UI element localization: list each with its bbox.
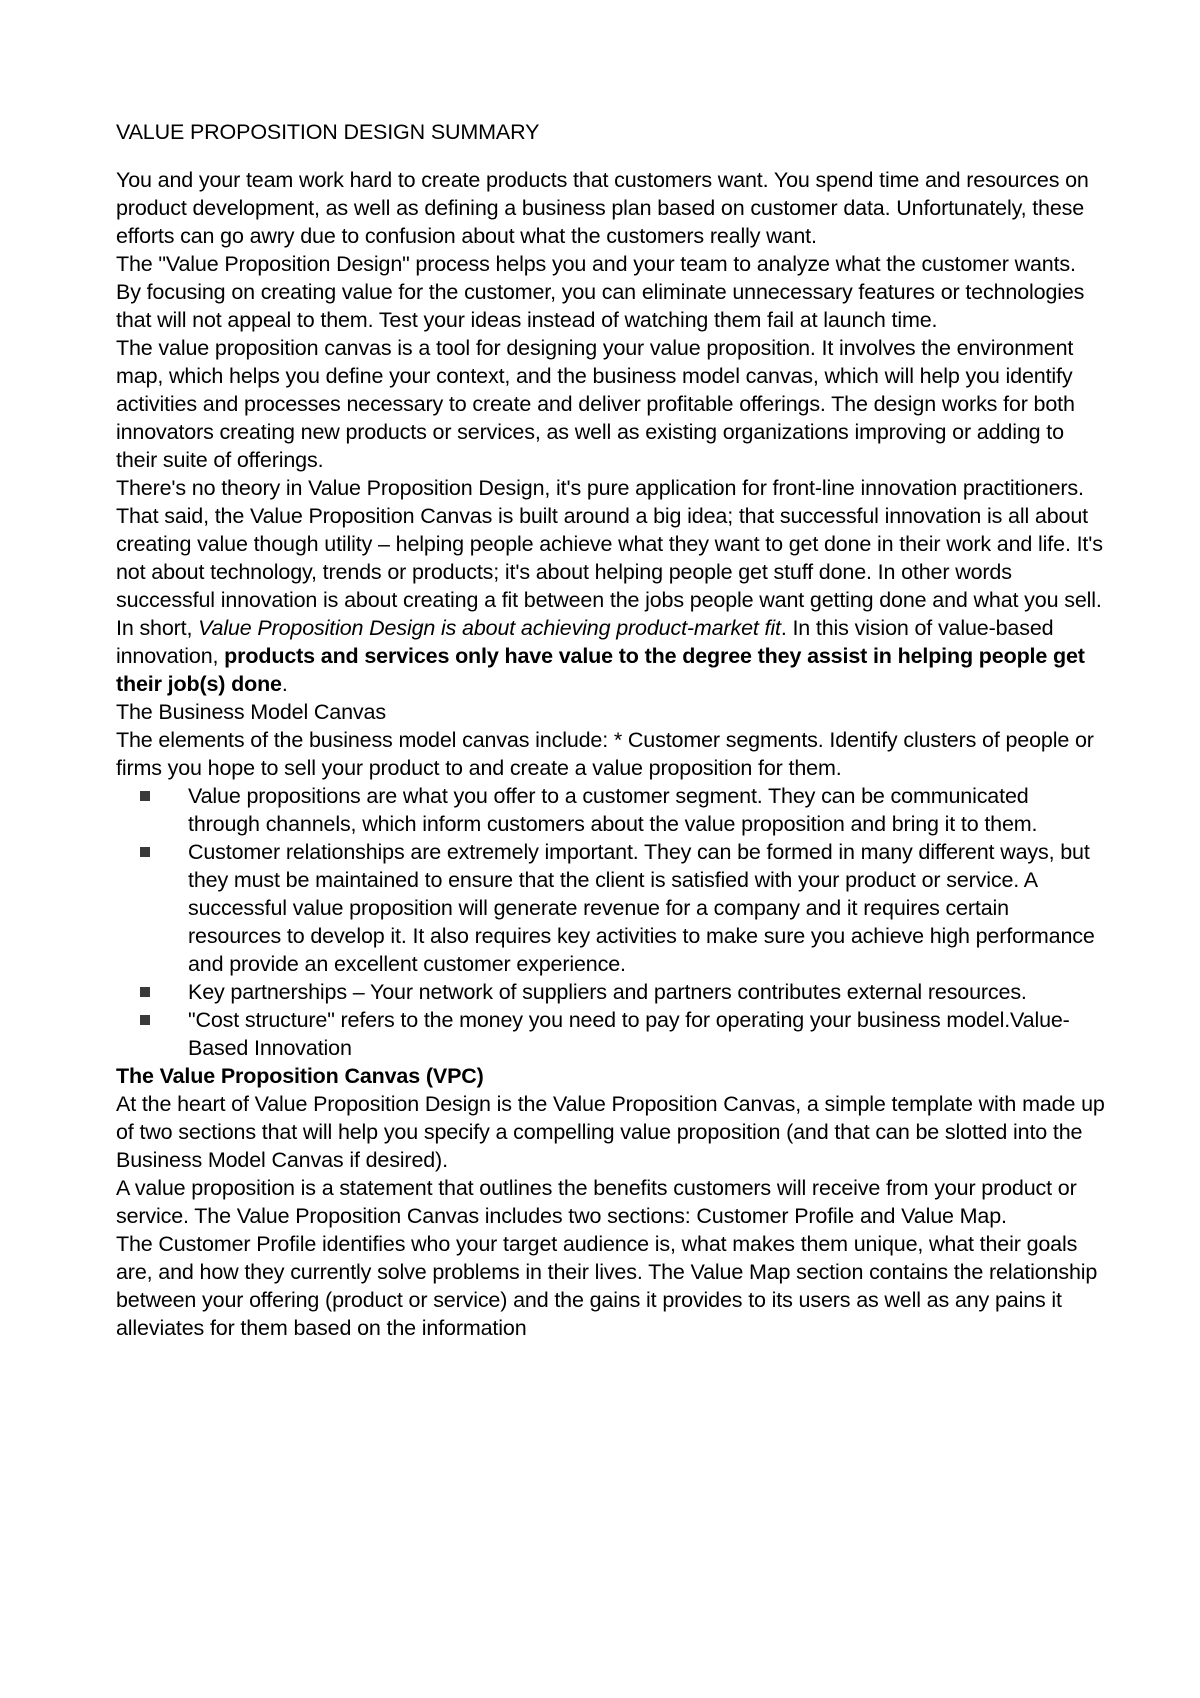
list-item <box>116 782 1106 838</box>
theory-end-text: . <box>281 672 288 696</box>
bmc-heading: The Business Model Canvas <box>116 700 386 724</box>
theory-paragraph <box>116 474 1106 698</box>
vpd-process-paragraph: The "Value Proposition Design" process helps you and your team to analyze what the customer wants. By focusing on creating value for the customer, you can eliminate unnecessary features or technologies that will not appeal to them. Test your ideas instead of watching them fail at launch time. <box>116 252 1085 332</box>
canvas-tool-paragraph: The value proposition canvas is a tool for designing your value proposition. It involves the environment map, which helps you define your context, and the business model canvas, which will help you identify activities and processes necessary to create and deliver profitable offerings. The design works for both innovators creating new products or services, as well as existing organizations improving or adding to their suite of offerings. <box>116 336 1075 472</box>
list-item-text: Customer relationships are extremely important. They can be formed in many different ways, but they must be maintained to ensure that the client is satisfied with your product or service. A successful value proposition will generate revenue for a company and it requires certain resources to develop it. It also requires key activities to make sure you achieve high performance and provide an excellent customer experience. <box>188 840 1095 976</box>
list-item <box>116 978 1106 1006</box>
vpc-paragraph-2: A value proposition is a statement that outlines the benefits customers will receive from your product or service. The Value Proposition Canvas includes two sections: Customer Profile and Value Map. <box>116 1176 1077 1228</box>
document-page <box>116 118 1106 1342</box>
square-bullet-icon <box>140 847 150 857</box>
list-item <box>116 1006 1106 1062</box>
theory-middle-text: . In this vision of value-based innovation, <box>116 616 1054 668</box>
vpc-paragraph-3: The Customer Profile identifies who your target audience is, what makes them unique, what their goals are, and how they currently solve problems in their lives. The Value Map section contains the relationship between your offering (product or service) and the gains it provides to its users as well as any pains it alleviates for them based on the information <box>116 1232 1098 1340</box>
intro-paragraph: You and your team work hard to create products that customers want. You spend time and resources on product development, as well as defining a business plan based on customer data. Unfortunately, these efforts can go awry due to confusion about what the customers really want. <box>116 168 1089 248</box>
bmc-intro-paragraph: The elements of the business model canvas include: * Customer segments. Identify clusters of people or firms you hope to sell your product to and create a value proposition for them. <box>116 728 1094 780</box>
vpc-heading: The Value Proposition Canvas (VPC) <box>116 1064 484 1088</box>
document-title: VALUE PROPOSITION DESIGN SUMMARY <box>116 120 540 144</box>
square-bullet-icon <box>140 987 150 997</box>
square-bullet-icon <box>140 791 150 801</box>
theory-intro-text: There's no theory in Value Proposition Design, it's pure application for front-line innovation practitioners. That said, the Value Proposition Canvas is built around a big idea; that successful innovation is all about creating value though utility – helping people achieve what they want to get done in their work and life. It's not about technology, trends or products; it's about helping people get stuff done. In other words successful innovation is about creating a fit between the jobs people want getting done and what you sell. In short, <box>116 476 1103 640</box>
list-item-text: Key partnerships – Your network of suppliers and partners contributes external resources. <box>188 980 1027 1004</box>
theory-italic-text: Value Proposition Design is about achieving product-market fit <box>198 616 781 640</box>
bmc-bullet-list <box>116 782 1106 1062</box>
list-item-text: "Cost structure" refers to the money you need to pay for operating your business model.Value-Based Innovation <box>188 1008 1070 1060</box>
theory-bold-text: products and services only have value to the degree they assist in helping people get their job(s) done <box>116 644 1085 696</box>
list-item-text: Value propositions are what you offer to a customer segment. They can be communicated through channels, which inform customers about the value proposition and bring it to them. <box>188 784 1038 836</box>
list-item <box>116 838 1106 978</box>
vpc-paragraph-1: At the heart of Value Proposition Design is the Value Proposition Canvas, a simple template with made up of two sections that will help you specify a compelling value proposition (and that can be slotted into the Business Model Canvas if desired). <box>116 1092 1105 1172</box>
square-bullet-icon <box>140 1015 150 1025</box>
